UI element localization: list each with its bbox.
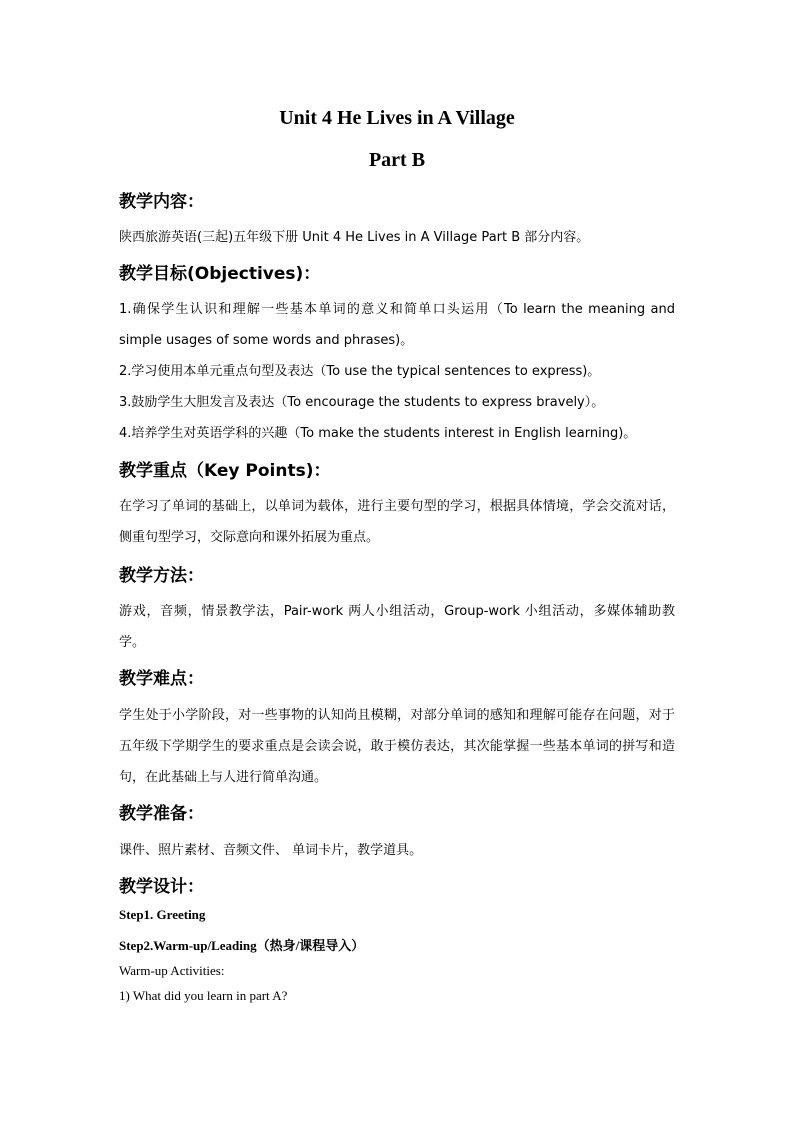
objective-3: 3.鼓励学生大胆发言及表达（To encourage the students to express bravely）。 — [119, 395, 605, 410]
warmup-question-1: 1) What did you learn in part A? — [119, 988, 288, 1003]
section-heading-objectives: 教学目标(Objectives)： — [119, 264, 321, 284]
section-heading-methods: 教学方法： — [119, 566, 204, 586]
warmup-label: Warm-up Activities: — [119, 963, 225, 978]
document-title: Unit 4 He Lives in A Village — [279, 107, 515, 129]
section-heading-difficulties: 教学难点： — [119, 669, 204, 689]
objective-2: 2.学习使用本单元重点句型及表达（To use the typical sentences to express)。 — [119, 364, 601, 379]
preparation-text: 课件、照片素材、音频文件、 单词卡片，教学道具。 — [119, 843, 423, 858]
content-text: 陕西旅游英语(三起)五年级下册 Unit 4 He Lives in A Village Part B 部分内容。 — [119, 230, 590, 245]
step1-heading: Step1. Greeting — [119, 907, 206, 922]
objective-1: 1.确保学生认识和理解一些基本单词的意义和简单口头运用（To learn the meaning and simple usages of some words and phrases)。 — [119, 302, 675, 348]
section-heading-keypoints: 教学重点（Key Points)： — [119, 461, 331, 481]
difficulties-text: 学生处于小学阶段，对一些事物的认知尚且模糊，对部分单词的感知和理解可能存在问题，对于五年级下学期学生的要求重点是会读会说，敢于模仿表达，其次能掌握一些基本单词的拼写和造句，在此基础上与人进行简单沟通。 — [119, 708, 675, 785]
section-heading-design: 教学设计： — [119, 877, 204, 897]
methods-text: 游戏，音频，情景教学法，Pair-work 两人小组活动，Group-work 小组活动，多媒体辅助教学。 — [119, 604, 675, 650]
objective-4: 4.培养学生对英语学科的兴趣（To make the students interest in English learning)。 — [119, 426, 637, 441]
section-heading-content: 教学内容： — [119, 192, 204, 212]
section-heading-preparation: 教学准备： — [119, 804, 204, 824]
keypoints-text: 在学习了单词的基础上，以单词为载体，进行主要句型的学习，根据具体情境，学会交流对话，侧重句型学习，交际意向和课外拓展为重点。 — [119, 499, 675, 545]
step2-heading: Step2.Warm-up/Leading（热身/课程导入） — [119, 938, 365, 953]
document-subtitle: Part B — [368, 149, 426, 171]
